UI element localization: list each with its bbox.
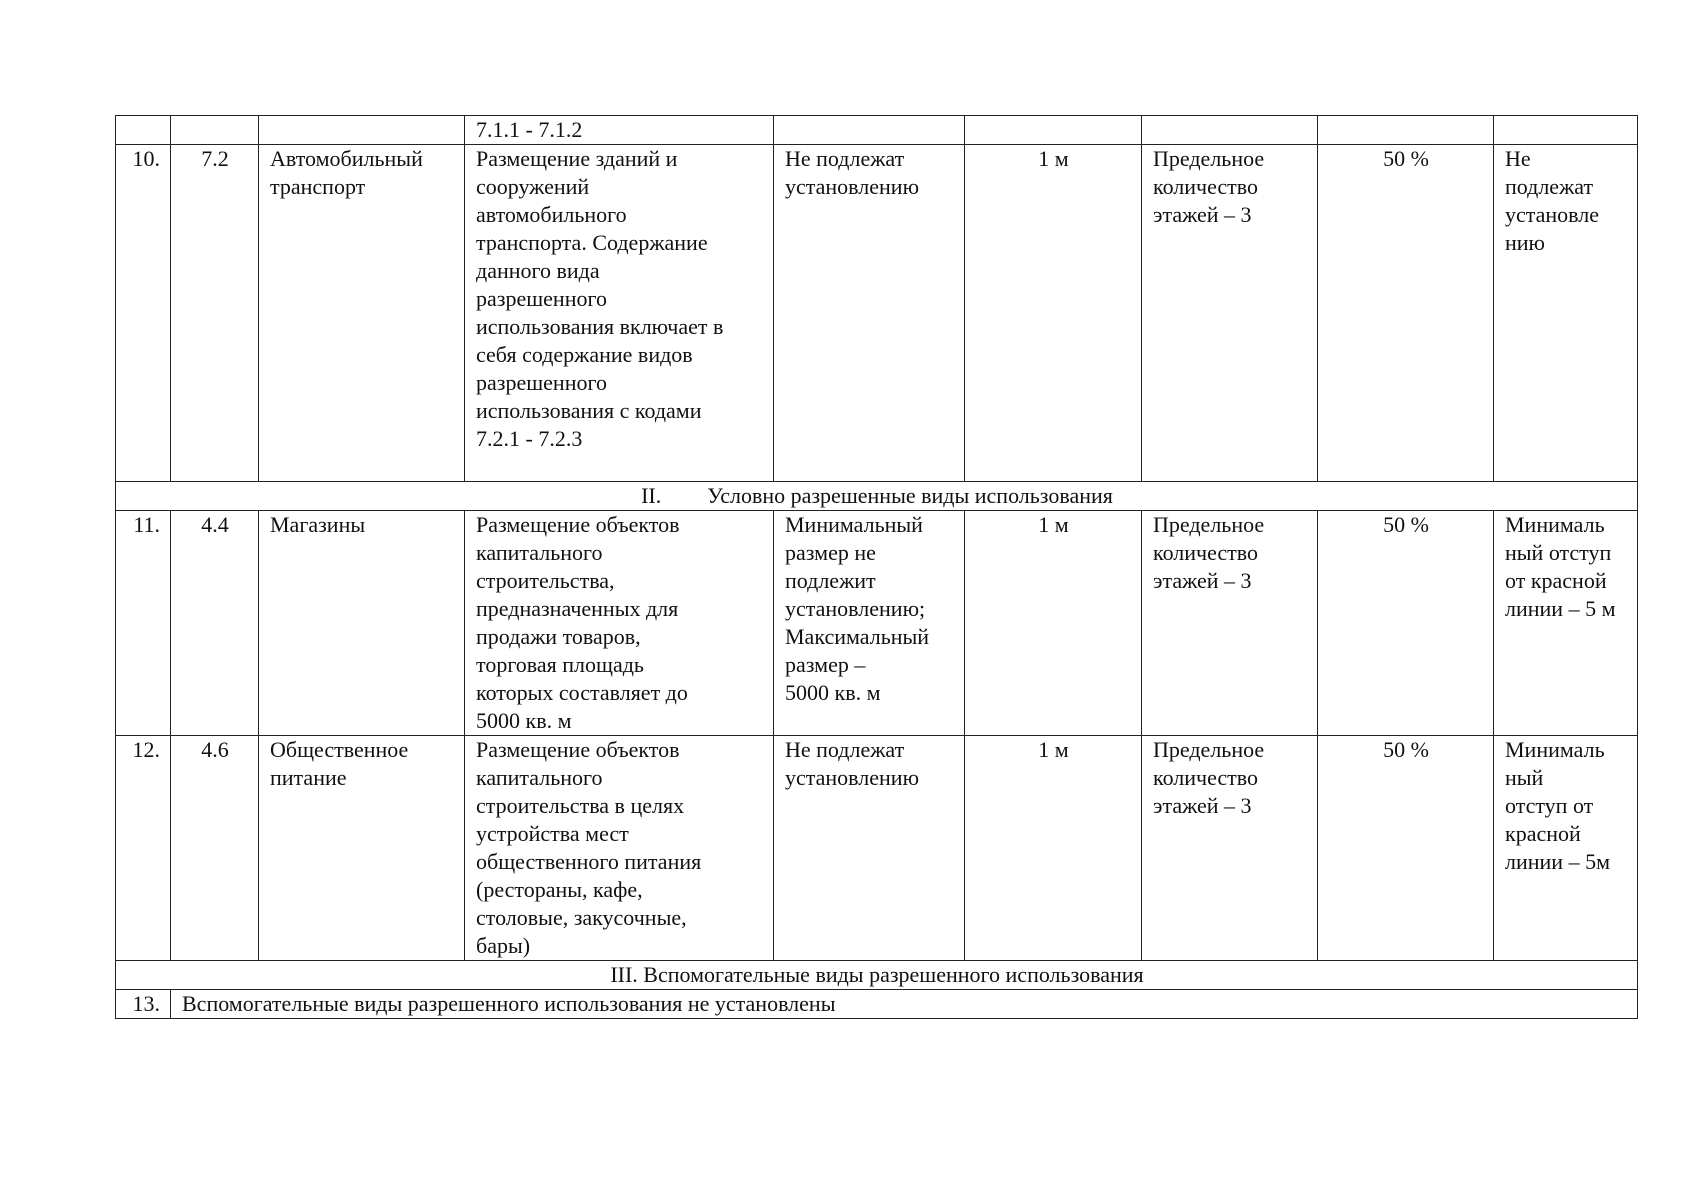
- description-line: 7.1.1 - 7.1.2: [476, 117, 583, 142]
- description-line: (рестораны, кафе,: [476, 877, 643, 902]
- floors-line: Предельное: [1153, 512, 1265, 537]
- cell-setback: [965, 511, 1142, 736]
- section-roman-numeral: II.: [641, 483, 662, 508]
- cell-plot-size: [774, 145, 965, 482]
- description-line: торговая площадь: [476, 652, 644, 677]
- cell-number: [116, 145, 171, 482]
- setback-value: 1 м: [1038, 737, 1069, 762]
- cell-coverage: [1318, 116, 1494, 145]
- table-row: [116, 736, 1638, 961]
- cell-plot-size: [774, 511, 965, 736]
- note-text: Вспомогательные виды разрешенного использования не установлены: [182, 991, 836, 1016]
- plot-size-line: 5000 кв. м: [785, 680, 881, 705]
- section-title: Условно разрешенные виды использования: [707, 483, 1113, 508]
- coverage-value: 50 %: [1383, 512, 1429, 537]
- description-line: сооружений: [476, 174, 590, 199]
- cell-number: [116, 990, 171, 1019]
- description-line: разрешенного: [476, 370, 607, 395]
- description-line: Размещение зданий и: [476, 146, 678, 171]
- description-line: 7.2.1 - 7.2.3: [476, 426, 583, 451]
- cell-code: [171, 145, 259, 482]
- other-param-line: Минималь: [1505, 737, 1605, 762]
- cell-description: [465, 116, 774, 145]
- row-number: 11.: [133, 512, 160, 537]
- plot-size-line: подлежит: [785, 568, 876, 593]
- cell-plot-size: [774, 736, 965, 961]
- plot-size-line: размер не: [785, 540, 876, 565]
- section-header: [116, 482, 1638, 511]
- cell-description: [465, 145, 774, 482]
- use-name-line: Общественное: [270, 737, 409, 762]
- cell-code: [171, 736, 259, 961]
- cell-floors: [1142, 116, 1318, 145]
- plot-size-line: Минимальный: [785, 512, 923, 537]
- description-line: предназначенных для: [476, 596, 679, 621]
- cell-description: [465, 736, 774, 961]
- other-param-line: от красной: [1505, 568, 1607, 593]
- cell-other: [1494, 145, 1638, 482]
- section-header: [116, 961, 1638, 990]
- floors-line: количество: [1153, 174, 1259, 199]
- use-name-line: Автомобильный: [270, 146, 423, 171]
- description-line: столовые, закусочные,: [476, 905, 687, 930]
- description-line: строительства,: [476, 568, 615, 593]
- cell-number: [116, 736, 171, 961]
- setback-value: 1 м: [1038, 512, 1069, 537]
- cell-code: [171, 511, 259, 736]
- cell-number: [116, 116, 171, 145]
- other-param-line: красной: [1505, 821, 1581, 846]
- cell-other: [1494, 116, 1638, 145]
- floors-line: этажей – 3: [1153, 568, 1252, 593]
- table-body: [116, 116, 1638, 1019]
- row-number: 13.: [132, 991, 160, 1016]
- cell-floors: [1142, 511, 1318, 736]
- cell-number: [116, 511, 171, 736]
- cell-floors: [1142, 736, 1318, 961]
- cell-name: [259, 145, 465, 482]
- description-line: устройства мест: [476, 821, 629, 846]
- plot-size-line: установлению;: [785, 596, 926, 621]
- cell-setback: [965, 116, 1142, 145]
- cell-name: [259, 511, 465, 736]
- other-param-line: ный: [1505, 765, 1544, 790]
- cell-note: [171, 990, 1638, 1019]
- other-param-line: ный отступ: [1505, 540, 1612, 565]
- other-param-line: подлежат: [1505, 174, 1594, 199]
- description-line: 5000 кв. м: [476, 708, 572, 733]
- cell-plot-size: [774, 116, 965, 145]
- table-row-note: [116, 990, 1638, 1019]
- section-header-row: [116, 482, 1638, 511]
- floors-line: Предельное: [1153, 146, 1265, 171]
- row-number: 12.: [132, 737, 160, 762]
- land-use-table: [115, 115, 1638, 1019]
- floors-line: количество: [1153, 765, 1259, 790]
- section-title: III. Вспомогательные виды разрешенного использования: [610, 962, 1144, 987]
- plot-size-line: размер –: [785, 652, 866, 677]
- description-line: бары): [476, 933, 531, 958]
- floors-line: количество: [1153, 540, 1259, 565]
- table-row-continuation: [116, 116, 1638, 145]
- plot-size-line: Не подлежат: [785, 146, 905, 171]
- cell-other: [1494, 511, 1638, 736]
- use-name-line: транспорт: [270, 174, 366, 199]
- other-param-line: Не: [1505, 146, 1531, 171]
- cell-setback: [965, 736, 1142, 961]
- cell-other: [1494, 736, 1638, 961]
- cell-description: [465, 511, 774, 736]
- use-code: 4.6: [201, 737, 229, 762]
- other-param-line: линии – 5м: [1505, 849, 1610, 874]
- description-line: строительства в целях: [476, 793, 685, 818]
- setback-value: 1 м: [1038, 146, 1069, 171]
- cell-coverage: [1318, 511, 1494, 736]
- description-line: использования с кодами: [476, 398, 702, 423]
- description-line: автомобильного: [476, 202, 627, 227]
- description-line: продажи товаров,: [476, 624, 641, 649]
- cell-coverage: [1318, 736, 1494, 961]
- plot-size-line: установлению: [785, 765, 920, 790]
- description-line: Размещение объектов: [476, 512, 680, 537]
- table-row: [116, 511, 1638, 736]
- description-line: которых составляет до: [476, 680, 688, 705]
- floors-line: этажей – 3: [1153, 793, 1252, 818]
- cell-coverage: [1318, 145, 1494, 482]
- other-param-line: линии – 5 м: [1505, 596, 1616, 621]
- cell-code: [171, 116, 259, 145]
- plot-size-line: установлению: [785, 174, 920, 199]
- section-header-row: [116, 961, 1638, 990]
- coverage-value: 50 %: [1383, 146, 1429, 171]
- other-param-line: отступ от: [1505, 793, 1594, 818]
- row-number: 10.: [132, 146, 160, 171]
- description-line: общественного питания: [476, 849, 702, 874]
- cell-setback: [965, 145, 1142, 482]
- plot-size-line: Максимальный: [785, 624, 930, 649]
- cell-name: [259, 116, 465, 145]
- cell-name: [259, 736, 465, 961]
- plot-size-line: Не подлежат: [785, 737, 905, 762]
- other-param-line: установле: [1505, 202, 1600, 227]
- description-line: капитального: [476, 765, 603, 790]
- use-name-line: питание: [270, 765, 347, 790]
- description-line: капитального: [476, 540, 603, 565]
- description-line: Размещение объектов: [476, 737, 680, 762]
- table-row: [116, 145, 1638, 482]
- other-param-line: Минималь: [1505, 512, 1605, 537]
- description-line: использования включает в: [476, 314, 724, 339]
- description-line: данного вида: [476, 258, 600, 283]
- coverage-value: 50 %: [1383, 737, 1429, 762]
- use-code: 7.2: [201, 146, 229, 171]
- floors-line: этажей – 3: [1153, 202, 1252, 227]
- use-name-line: Магазины: [270, 512, 366, 537]
- other-param-line: нию: [1505, 230, 1545, 255]
- use-code: 4.4: [201, 512, 229, 537]
- floors-line: Предельное: [1153, 737, 1265, 762]
- description-line: себя содержание видов: [476, 342, 693, 367]
- cell-floors: [1142, 145, 1318, 482]
- description-line: транспорта. Содержание: [476, 230, 708, 255]
- description-line: разрешенного: [476, 286, 607, 311]
